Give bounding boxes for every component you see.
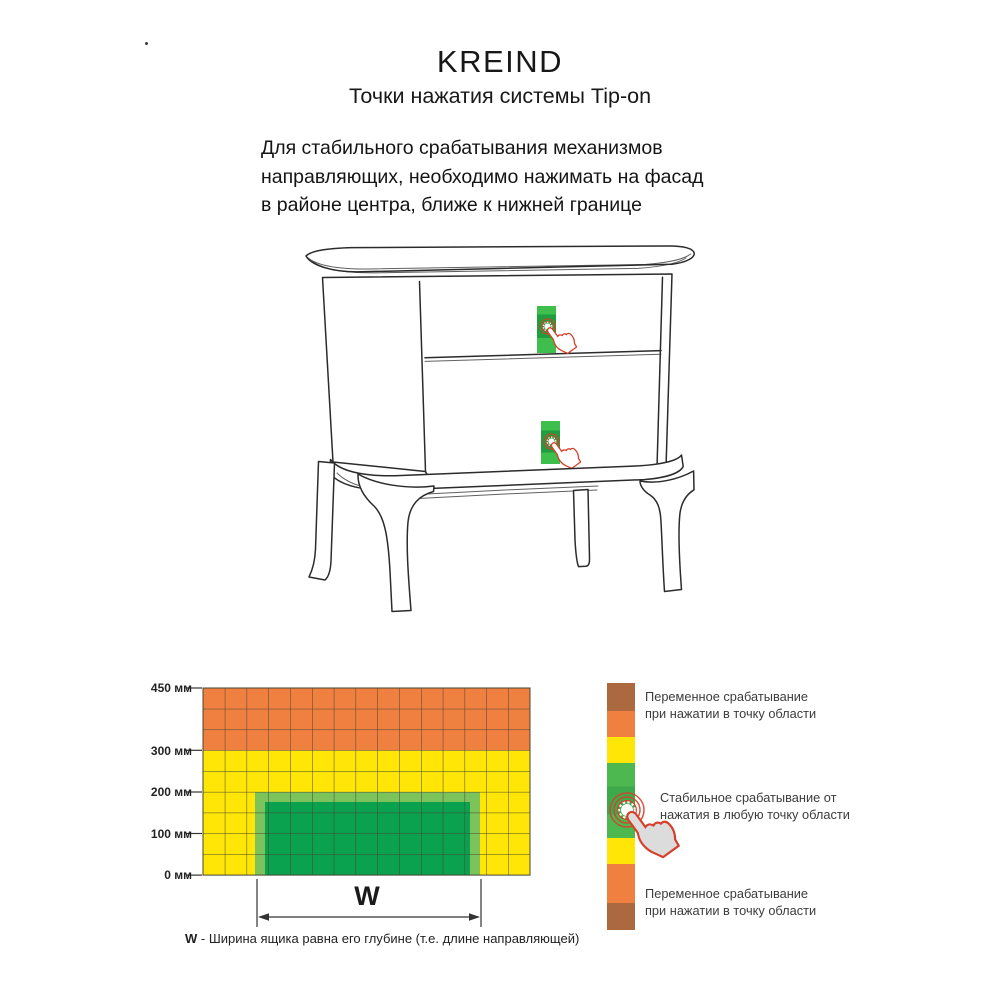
cabinet-illustration (306, 246, 694, 612)
legend-label-top (645, 689, 816, 723)
description-line: Для стабильного срабатывания механизмов (261, 137, 663, 159)
legend-label-middle (660, 790, 850, 824)
legend-segment-orange-bottom (607, 864, 635, 903)
legend-segment-brown-bottom (607, 903, 635, 930)
legend-label-line: при нажатии в точку области (645, 902, 817, 918)
cabinet-leg-front-left (358, 474, 434, 612)
back-rail (418, 490, 597, 499)
axis-label-0: 0 мм (164, 868, 192, 882)
cabinet-body (323, 274, 673, 478)
cabinet-leg-front-right (640, 471, 694, 592)
legend-segment-green-top (607, 763, 635, 787)
legend-segment-yellow-top (607, 737, 635, 763)
dimension-arrowhead-left (258, 913, 269, 921)
axis-ticks (186, 688, 202, 875)
caption-symbol: W (185, 931, 198, 946)
legend-label-line: Переменное срабатывание (645, 886, 809, 901)
width-symbol: W (354, 881, 380, 911)
description-line: в районе центра, ближе к нижней границе (261, 194, 642, 216)
axis-label-200: 200 мм (150, 785, 192, 799)
cabinet-leg-back-left (309, 462, 335, 581)
legend-segment-yellow-bottom (607, 838, 635, 864)
legend-label-line: при нажатии в точку области (645, 705, 817, 721)
legend-label-bottom (645, 886, 816, 920)
dimension-arrowhead-right (469, 913, 480, 921)
caption-text: - Ширина ящика равна его глубине (т.е. длине направляющей) (197, 931, 580, 946)
legend-label-line: Переменное срабатывание (645, 689, 809, 704)
diagram-caption (185, 931, 579, 946)
legend-segment-brown-top (607, 683, 635, 711)
legend-label-line: Стабильное срабатывание от (660, 790, 837, 805)
axis-label-450: 450 мм (150, 681, 192, 695)
axis-label-100: 100 мм (150, 826, 192, 841)
brand-title: KREIND (436, 44, 564, 79)
axis-label-300: 300 мм (150, 743, 192, 758)
description-line: направляющих, необходимо нажимать на фасад (261, 165, 704, 188)
legend-segment-orange-top (607, 711, 635, 737)
page-subtitle: Точки нажатия системы Tip-on (348, 84, 652, 108)
cabinet-leg-back-right (574, 490, 590, 567)
legend-label-line: нажатия в любую точку области (660, 806, 850, 822)
grid-lines (203, 688, 530, 875)
